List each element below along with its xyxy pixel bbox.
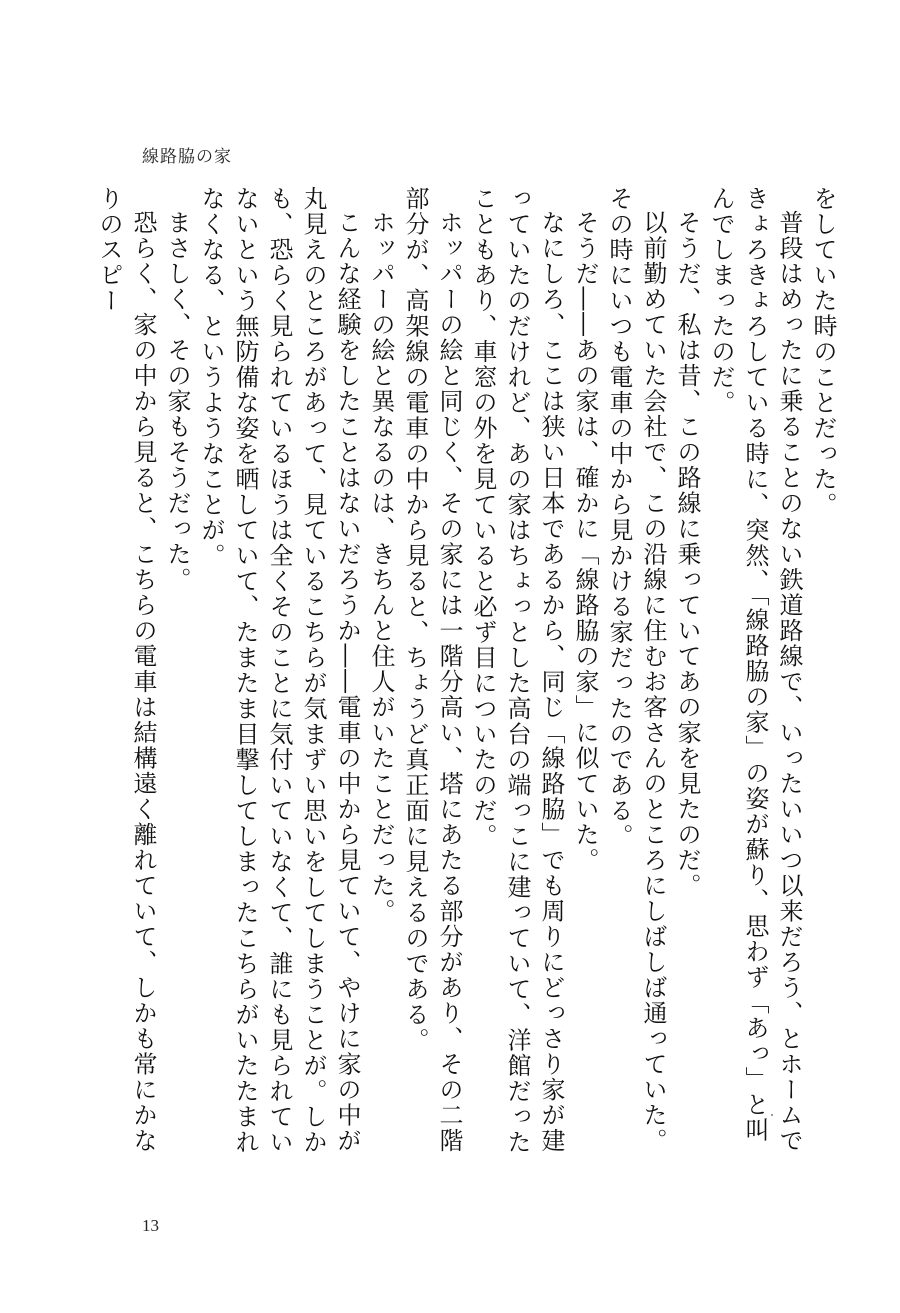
page-number: 13 (142, 1216, 159, 1235)
paragraph: そうだ、私は昔、この路線に乗っていてあの家を見たのだ。 (673, 210, 701, 899)
paragraph: なにしろ、ここは狭い日本であるから、同じ「線路脇」でも周りにどっさり家が建っていたのだけれど、あの家はちょっとした高台の端っこに建っていて、洋館だったこともあり、車窓の外を見ていると必ず目についたのだ。 (469, 186, 565, 1155)
paragraph: ホッパーの絵と同じく、その家には一階分高い、塔にあたる部分があり、その二階部分が、高架線の電車の中から見ると、ちょうど真正面に見えるのである。 (401, 186, 463, 1154)
paragraph: 普段はめったに乗ることのない鉄道路線で、いったいいつ以来だろう、とホームできょろきょろしている時に、突然、「線路脇の家」の姿が蘇り、思わず「あっ」と叫んでしまったのだ。 (707, 186, 803, 1154)
vertical-body-text (60, 186, 840, 1166)
paragraph: こんな経験をしたことはないだろうか――電車の中から見ていて、やけに家の中が丸見えのところがあって、見ているこちらが気まずい思いをしてしまうことが。しかも、恐らく見られているほうは全くそのことに気付いていなくて、誰にも見られていないという無防備な姿を晒していて、たまたま目撃してしまったこちらがいたたまれなくなる、というようなことが。 (197, 186, 361, 1155)
paragraph: まさしく、その家もそうだった。 (163, 210, 191, 593)
paragraph: 恐らく、家の中から見ると、こちらの電車は結構遠く離れていて、しかも常にかなりのスピー (95, 186, 157, 1154)
running-title: 線路脇の家 (142, 147, 232, 167)
paragraph: 以前勤めていた会社で、この沿線に住むお客さんのところにしばしば通っていた。その時にいつも電車の中から見かける家だったのである。 (605, 186, 667, 1154)
ink-speck (771, 1114, 773, 1116)
paragraph: ホッパーの絵と異なるのは、きちんと住人がいたことだった。 (367, 210, 395, 924)
paragraph: そうだ――あの家は、確かに「線路脇の家」に似ていた。 (571, 210, 599, 873)
paragraph-continuation: をしていた時のことだった。 (809, 186, 837, 518)
